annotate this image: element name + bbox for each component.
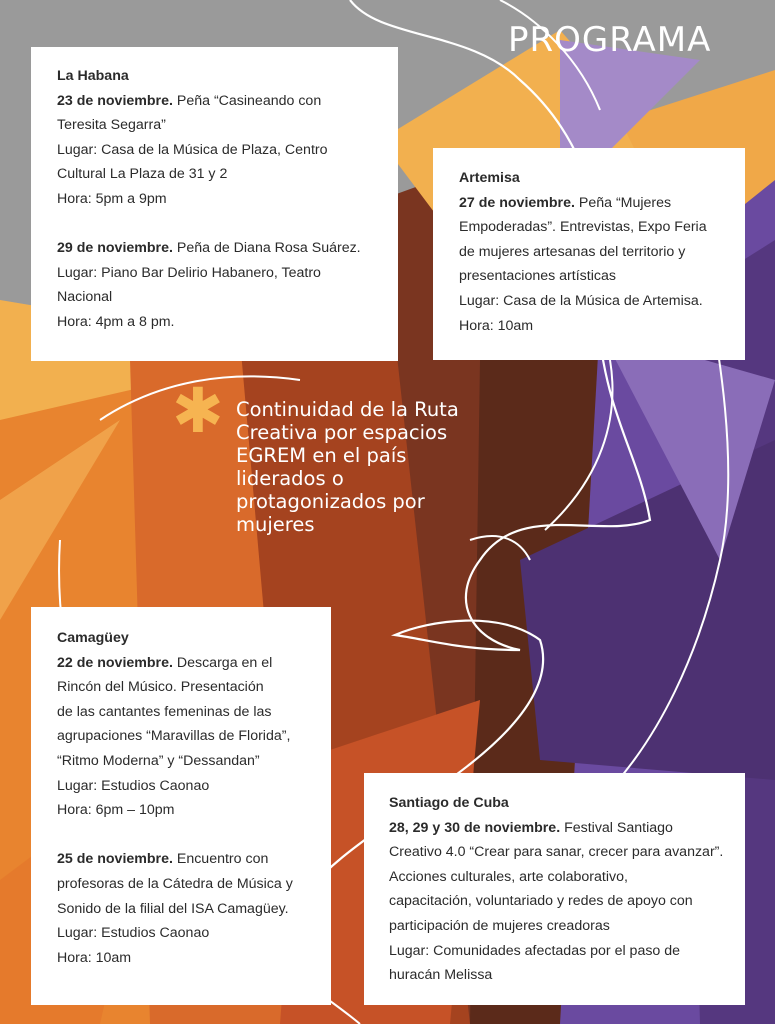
event-date: 23 de noviembre. <box>57 92 173 109</box>
event-line: Descarga en el <box>172 654 273 671</box>
event-line: agrupaciones “Maravillas de Florida”, <box>57 728 291 745</box>
event-line: Hora: 10am <box>459 317 534 334</box>
card-la-habana <box>31 47 398 361</box>
event-line: Lugar: Comunidades afectadas por el paso de <box>389 942 681 959</box>
event-line: Peña “Casineando con <box>172 92 322 109</box>
event-line: participación de mujeres creadoras <box>389 917 610 934</box>
event-line: presentaciones artísticas <box>459 268 616 285</box>
event-date: 28, 29 y 30 de noviembre. <box>389 819 561 836</box>
event-line: Lugar: Estudios Caonao <box>57 777 210 794</box>
event-line: Peña “Mujeres <box>574 194 672 211</box>
event-line: Hora: 10am <box>57 949 132 966</box>
event-line: Hora: 4pm a 8 pm. <box>57 313 175 330</box>
event-line: Lugar: Casa de la Música de Artemisa. <box>459 292 703 309</box>
event-line: Lugar: Casa de la Música de Plaza, Centro <box>57 141 328 158</box>
event-line: “Ritmo Moderna” y “Dessandan” <box>57 752 260 769</box>
city-heading: Artemisa <box>459 170 520 186</box>
city-heading: La Habana <box>57 68 129 84</box>
event-line: de las cantantes femeninas de las <box>57 703 272 720</box>
card-camaguey <box>31 607 331 1005</box>
event-line: Festival Santiago <box>560 819 673 836</box>
event-line: Hora: 5pm a 9pm <box>57 190 167 207</box>
event-line: Teresita Segarra” <box>57 117 166 134</box>
event-line: Peña de Diana Rosa Suárez. <box>172 240 361 257</box>
event-line: Sonido de la filial del ISA Camagüey. <box>57 900 289 917</box>
slogan-text: Continuidad de la Ruta Creativa por espacios EGREM en el país liderados o protagonizados por mujeres <box>236 398 459 536</box>
event-line: Encuentro con <box>172 851 269 868</box>
event-line: Nacional <box>57 289 113 306</box>
event-line: profesoras de la Cátedra de Música y <box>57 875 293 892</box>
event-date: 25 de noviembre. <box>57 851 173 868</box>
event-date: 29 de noviembre. <box>57 240 173 257</box>
event-date: 27 de noviembre. <box>459 194 575 211</box>
event-line: Rincón del Músico. Presentación <box>57 679 264 696</box>
card-santiago-de-cuba <box>364 773 745 1005</box>
city-heading: Santiago de Cuba <box>389 795 509 811</box>
city-heading: Camagüey <box>57 630 129 646</box>
asterisk-icon: ✱ <box>172 374 224 447</box>
event-line: Acciones culturales, arte colaborativo, <box>389 868 628 885</box>
event-line: Lugar: Piano Bar Delirio Habanero, Teatro <box>57 264 321 281</box>
event-line: Empoderadas”. Entrevistas, Expo Feria <box>459 219 707 236</box>
card-artemisa <box>433 148 745 360</box>
event-date: 22 de noviembre. <box>57 654 173 671</box>
event-line: Cultural La Plaza de 31 y 2 <box>57 166 228 183</box>
event-line: Creativo 4.0 “Crear para sanar, crecer para avanzar”. <box>389 844 724 861</box>
event-line: Lugar: Estudios Caonao <box>57 925 210 942</box>
event-line: de mujeres artesanas del territorio y <box>459 243 686 260</box>
event-line: capacitación, voluntariado y redes de apoyo con <box>389 893 693 910</box>
event-line: Hora: 6pm – 10pm <box>57 802 175 819</box>
page-title: PROGRAMA <box>508 20 712 60</box>
event-line: huracán Melissa <box>389 967 493 984</box>
